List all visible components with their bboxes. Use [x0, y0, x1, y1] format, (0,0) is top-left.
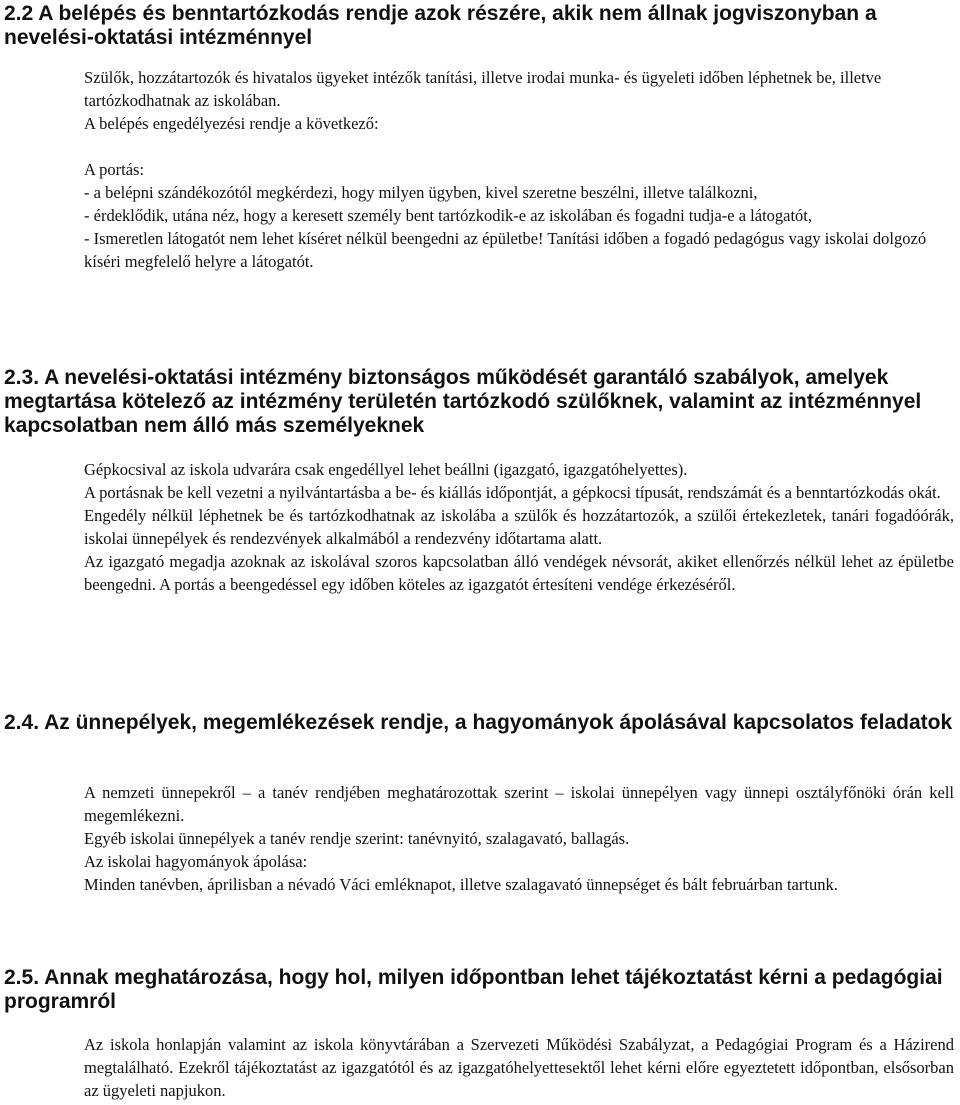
paragraph: Szülők, hozzátartozók és hivatalos ügyeket intézők tanítási, illetve irodai munka- és ügyeleti időben léphetnek be, illetve tartózkodhatnak az iskolában. — [84, 68, 882, 110]
paragraph: Az iskolai hagyományok ápolása: — [84, 852, 308, 871]
section-2-5-heading: 2.5. Annak meghatározása, hogy hol, milyen időpontban lehet tájékoztatást kérni a pedagógiai programról — [4, 966, 943, 1013]
section-2-3-heading: 2.3. A nevelési-oktatási intézmény biztonságos működését garantáló szabályok, amelyek megtartása kötelező az intézmény területén tartózkodó szülőknek, valamint az intézménnyel kapcsolatban nem álló más személyeknek — [4, 366, 922, 437]
list-item: - a belépni szándékozótól megkérdezi, hogy milyen ügyben, kivel szeretne beszélni, illetve találkozni, — [84, 183, 758, 202]
paragraph: Engedély nélkül léphetnek be és tartózkodhatnak az iskolába a szülők és hozzátartozók, a szülői értekezletek, tanári fogadóórák, iskolai ünnepélyek és rendezvények alkalmából a rendezvény időtartama alatt. — [84, 506, 954, 548]
paragraph: A portás: — [84, 160, 145, 179]
paragraph: Gépkocsival az iskola udvarára csak engedéllyel lehet beállni (igazgató, igazgatóhelyettes). — [84, 460, 688, 479]
paragraph: A nemzeti ünnepekről – a tanév rendjében meghatározottak szerint – iskolai ünnepélyen vagy ünnepi osztályfőnöki órán kell megemlékezni. — [84, 783, 954, 825]
paragraph: Minden tanévben, áprilisban a névadó Váci emléknapot, illetve szalagavató ünnepséget és bált februárban tartunk. — [84, 875, 838, 894]
list-item: - érdeklődik, utána néz, hogy a keresett személy bent tartózkodik-e az iskolában és fogadni tudja-e a látogatót, — [84, 206, 813, 225]
paragraph: Az iskola honlapján valamint az iskola könyvtárában a Szervezeti Működési Szabályzat, a Pedagógiai Program és a Házirend megtalálható. Ezekről tájékoztatást az igazgatótól és az igazgatóhelyettesektől lehet kérni előre egyeztetett időpontban, elsősorban az ügyeleti napjukon. — [84, 1035, 954, 1100]
section-2-4-body — [84, 781, 954, 896]
paragraph: Az igazgató megadja azoknak az iskolával szoros kapcsolatban álló vendégek névsorát, akiket ellenőrzés nélkül lehet az épületbe beengedni. A portás a beengedéssel egy időben köteles az igazgatót értesíteni vendége érkezéséről. — [84, 552, 954, 594]
paragraph: A portásnak be kell vezetni a nyilvántartásba a be- és kiállás időpontját, a gépkocsi típusát, rendszámát és a benntartózkodás okát. — [84, 483, 941, 502]
paragraph: Egyéb iskolai ünnepélyek a tanév rendje szerint: tanévnyitó, szalagavató, ballagás. — [84, 829, 630, 848]
section-2-2-body — [84, 66, 954, 273]
list-item: - Ismeretlen látogatót nem lehet kíséret nélkül beengedni az épületbe! Tanítási időben a fogadó pedagógus vagy iskolai dolgozó kíséri megfelelő helyre a látogatót. — [84, 229, 927, 271]
section-2-2-heading: 2.2 A belépés és benntartózkodás rendje azok részére, akik nem állnak jogviszonyban a nevelési-oktatási intézménnyel — [4, 2, 877, 49]
section-2-4-heading: 2.4. Az ünnepélyek, megemlékezések rendje, a hagyományok ápolásával kapcsolatos feladatok — [4, 711, 953, 734]
section-2-5-body — [84, 1033, 954, 1102]
paragraph: A belépés engedélyezési rendje a következő: — [84, 114, 379, 133]
section-2-3-body — [84, 458, 954, 596]
